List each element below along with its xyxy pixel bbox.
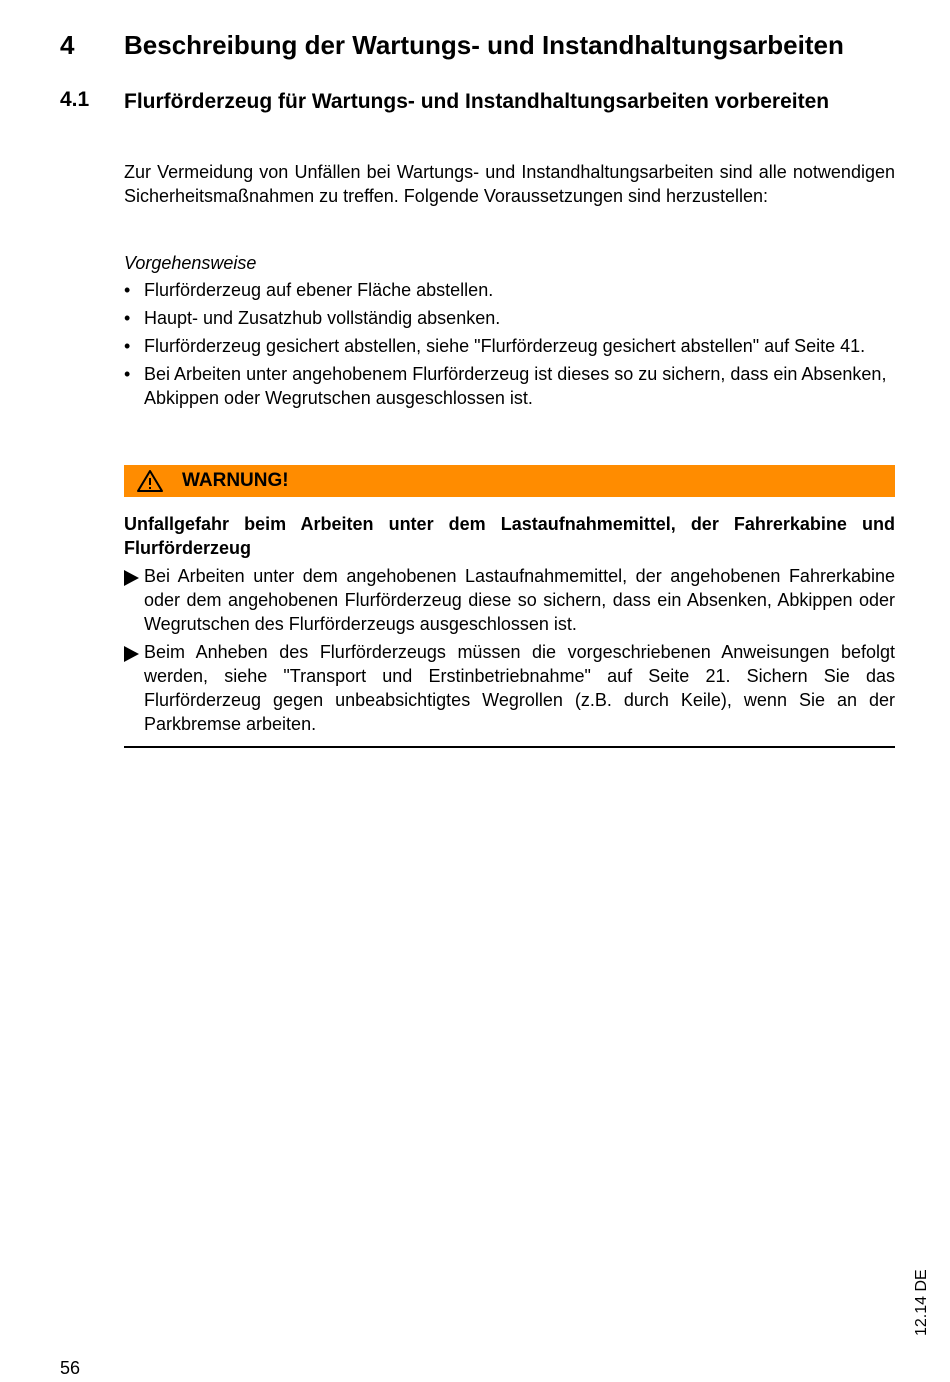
step-text: Bei Arbeiten unter angehobenem Flurförderzeug ist dieses so zu sichern, dass ein Absenken, Abkippen oder Wegrutschen ausgeschlossen ist. bbox=[144, 364, 887, 408]
warning-banner bbox=[124, 465, 895, 497]
list-item bbox=[124, 278, 895, 302]
step-text: Flurförderzeug gesichert abstellen, siehe "Flurförderzeug gesichert abstellen" auf Seite 41. bbox=[144, 336, 866, 356]
section-number: 4.1 bbox=[60, 88, 90, 111]
action-text: Bei Arbeiten unter dem angehobenen Lastaufnahmemittel, der angehobenen Fahrerkabine oder dem angehobenen Flurförderzeug diese so sichern, dass ein Absenken, Abkippen oder Wegrutschen des Flurförderzeugs ausgeschlossen ist. bbox=[144, 566, 895, 634]
bullet-icon: • bbox=[124, 280, 131, 300]
bullet-icon: • bbox=[124, 364, 131, 384]
bullet-icon: • bbox=[124, 308, 131, 328]
arrow-right-icon bbox=[124, 570, 139, 586]
document-version: 12.14 DE bbox=[913, 1269, 930, 1336]
intro-paragraph: Zur Vermeidung von Unfällen bei Wartungs- und Instandhaltungsarbeiten sind alle notwendigen Sicherheitsmaßnahmen zu treffen. Folgende Voraussetzungen sind herzustellen: bbox=[124, 162, 895, 206]
chapter-title: Beschreibung der Wartungs- und Instandhaltungsarbeiten bbox=[124, 30, 844, 60]
action-text: Beim Anheben des Flurförderzeugs müssen die vorgeschriebenen Anweisungen befolgt werden, siehe "Transport und Erstinbetriebnahme" auf Seite 21. Sichern Sie das Flurförderzeug gegen unbeabsichtigtes Wegrollen (z.B. durch Keile), wenn Sie an der Parkbremse arbeiten. bbox=[144, 642, 895, 734]
warning-heading: Unfallgefahr beim Arbeiten unter dem Lastaufnahmemittel, der Fahrerkabine und Flurförderzeug bbox=[124, 514, 895, 558]
step-text: Haupt- und Zusatzhub vollständig absenken. bbox=[144, 308, 501, 328]
warning-actions-list bbox=[124, 564, 895, 740]
list-item bbox=[124, 564, 895, 636]
warning-end-rule bbox=[124, 746, 895, 748]
warning-label: WARNUNG! bbox=[182, 470, 289, 491]
warning-triangle-icon bbox=[136, 469, 166, 493]
bullet-icon: • bbox=[124, 336, 131, 356]
arrow-right-icon bbox=[124, 646, 139, 662]
procedure-steps-list bbox=[124, 278, 895, 414]
section-title: Flurförderzeug für Wartungs- und Instandhaltungsarbeiten vorbereiten bbox=[124, 90, 830, 113]
list-item bbox=[124, 640, 895, 736]
procedure-label: Vorgehensweise bbox=[124, 253, 257, 273]
step-text: Flurförderzeug auf ebener Fläche abstellen. bbox=[144, 280, 494, 300]
list-item bbox=[124, 306, 895, 330]
list-item bbox=[124, 362, 895, 410]
list-item bbox=[124, 334, 895, 358]
page-number: 56 bbox=[60, 1358, 81, 1378]
chapter-number: 4 bbox=[60, 30, 75, 60]
